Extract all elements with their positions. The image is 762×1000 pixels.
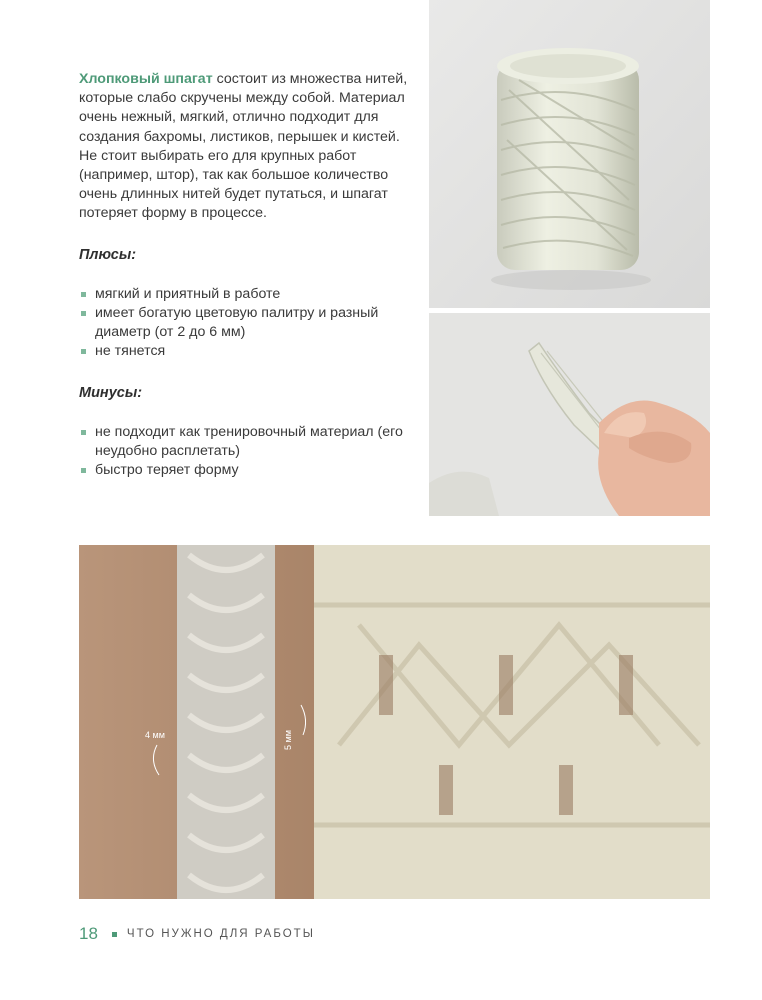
thick-cord-size-label: 5 мм	[283, 730, 293, 750]
macrame-samples-photo	[79, 545, 710, 899]
pros-item: мягкий и приятный в работе	[79, 285, 414, 304]
running-section-title: ЧТО НУЖНО ДЛЯ РАБОТЫ	[126, 928, 315, 940]
pros-item: не тянется	[79, 342, 414, 361]
cord-spool-photo	[429, 0, 710, 308]
cons-list	[79, 423, 414, 481]
text-column	[79, 70, 414, 480]
cons-item: не подходит как тренировочный материал (его неудобно расплетать)	[79, 423, 414, 461]
footer-square-icon	[112, 932, 117, 937]
highlighted-term: Хлопковый шпагат	[79, 71, 213, 87]
thin-cord-size-label: 4 мм	[145, 730, 165, 740]
hand-holding-cord-photo	[429, 313, 710, 516]
pros-list	[79, 285, 414, 362]
pros-item: имеет богатую цветовую палитру и разный диаметр (от 2 до 6 мм)	[79, 304, 414, 342]
cons-heading: Минусы:	[79, 384, 143, 401]
intro-paragraph	[79, 70, 414, 224]
cons-item: быстро теряет форму	[79, 461, 414, 480]
page-number: 18	[79, 924, 98, 943]
intro-text: состоит из множества нитей, которые слабо скручены между собой. Материал очень нежный, мягкий, отлично подходит для создания бахромы, листиков, перышек и кистей. Не стоит выбирать его для крупных работ (например, штор), так как большое количество очень длинных нитей будет путаться, и шпагат потеряет форму в процессе.	[79, 71, 408, 222]
page-footer	[79, 924, 315, 944]
pros-heading: Плюсы:	[79, 246, 137, 263]
